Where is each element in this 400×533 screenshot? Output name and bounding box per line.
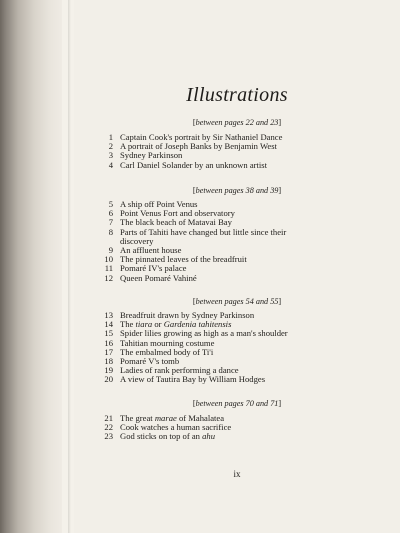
list-item: 23 God sticks on top of an ahu: [104, 431, 216, 442]
list-item: 2 A portrait of Joseph Banks by Benjamin West: [108, 141, 277, 152]
section-heading-3: [between pages 54 and 55]: [192, 297, 282, 306]
list-item: 15 Spider lilies growing as high as a man's shoulder: [104, 328, 288, 339]
section-list-4: [74, 414, 400, 442]
page-fold-shadow: [68, 0, 71, 533]
list-item: 6 Point Venus Fort and observatory: [108, 208, 235, 219]
list-item: 17 The embalmed body of Ti'i: [104, 346, 214, 357]
list-item: 1 Captain Cook's portrait by Sir Nathaniel Dance: [108, 132, 283, 142]
list-item: 8 Parts of Tahiti have changed but little since their discovery: [108, 226, 287, 246]
page-title: Illustrations: [186, 84, 288, 106]
list-item: 16 Tahitian mourning costume: [104, 337, 215, 348]
section-heading-4: [between pages 70 and 71]: [192, 399, 282, 408]
list-item: 13 Breadfruit drawn by Sydney Parkinson: [104, 310, 255, 320]
section-list-2: [74, 200, 400, 283]
section-heading-2: [between pages 38 and 39]: [192, 186, 282, 195]
page-number: ix: [233, 469, 241, 479]
list-item: 12 Queen Pomaré Vahiné: [104, 272, 197, 283]
section-list-3: [74, 311, 400, 385]
list-item: 3 Sydney Parkinson: [108, 150, 183, 161]
section-heading-1: [between pages 22 and 23]: [192, 118, 282, 127]
list-item: 10 The pinnated leaves of the breadfruit: [104, 254, 247, 265]
list-item: 9 An affluent house: [108, 245, 182, 256]
list-item: 20 A view of Tautira Bay by William Hodges: [104, 374, 266, 385]
book-page: [74, 0, 400, 533]
section-list-1: [74, 133, 400, 170]
book-gutter: [0, 0, 62, 533]
list-item: 5 A ship off Point Venus: [108, 199, 198, 209]
list-item: 11 Pomaré IV's palace: [104, 263, 187, 274]
list-item: 4 Carl Daniel Solander by an unknown artist: [108, 159, 268, 170]
list-item: 21 The great marae of Mahalatea: [104, 413, 225, 423]
list-item: 19 Ladies of rank performing a dance: [104, 365, 239, 376]
list-item: 18 Pomaré V's tomb: [104, 356, 180, 367]
list-item: 14 The tiara or Gardenia tahitensis: [104, 319, 232, 330]
list-item: 7 The black beach of Matavai Bay: [108, 217, 232, 228]
list-item: 22 Cook watches a human sacrifice: [104, 422, 232, 433]
